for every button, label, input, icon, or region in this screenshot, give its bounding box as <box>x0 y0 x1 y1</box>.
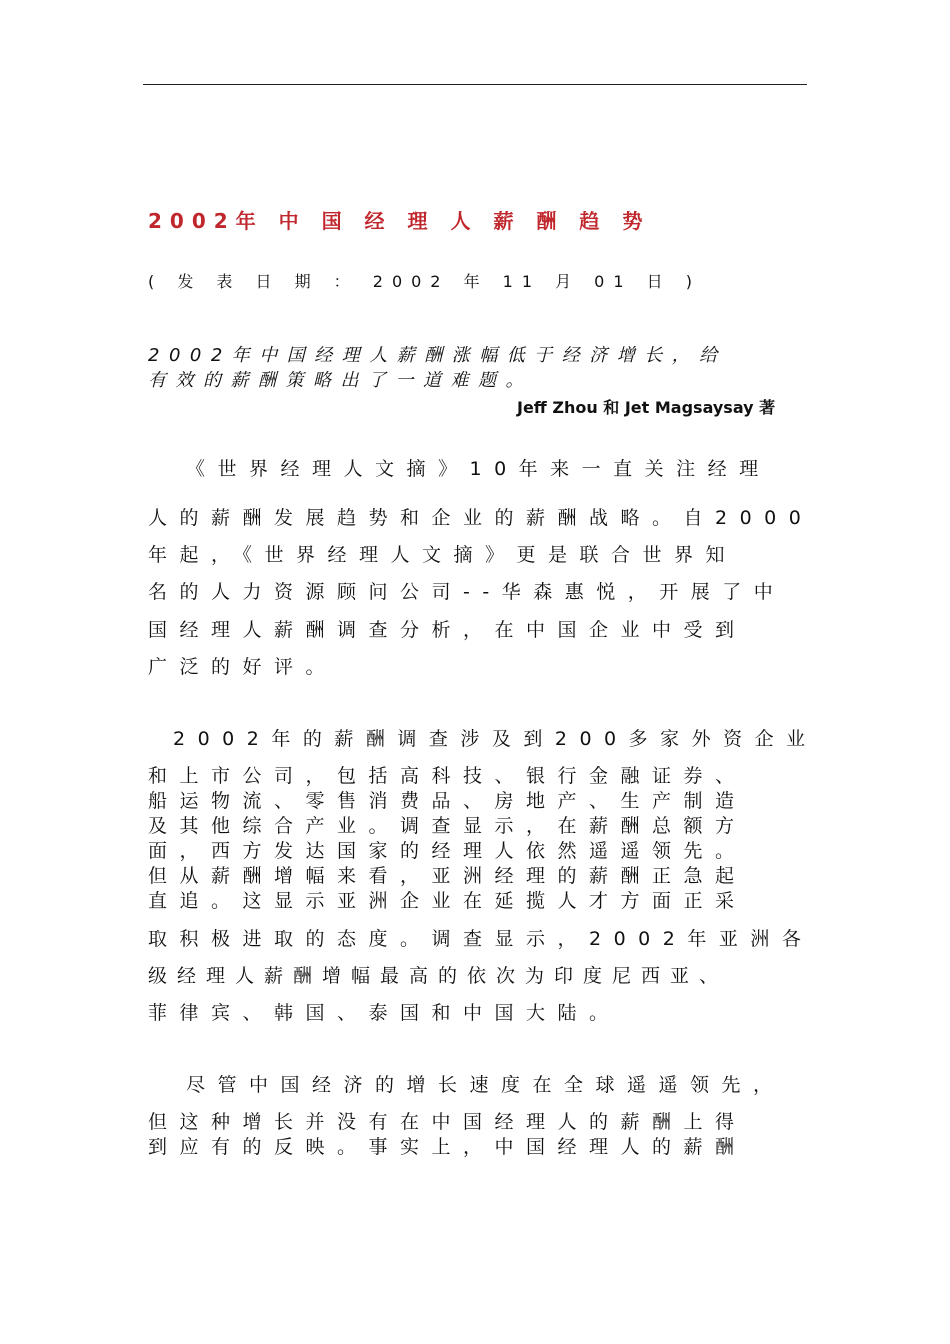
paragraph-line: 但这种增长并没有在中国经理人的薪酬上得 <box>148 1111 747 1133</box>
paragraph-line: 船运物流、零售消费品、房地产、生产制造 <box>148 790 747 812</box>
paragraph-line: 到应有的反映。事实上，中国经理人的薪酬 <box>148 1136 747 1158</box>
paragraph-line: 面，西方发达国家的经理人依然遥遥领先。 <box>148 840 747 862</box>
paragraph-line: 人的薪酬发展趋势和企业的薪酬战略。自2000 <box>148 507 814 529</box>
paragraph-line: 名的人力资源顾问公司--华森惠悦，开展了中 <box>148 581 786 603</box>
paragraph-line: 年起，《世界经理人文摘》更是联合世界知 <box>148 544 738 566</box>
paragraph-line: 级经理人薪酬增幅最高的依次为印度尼西亚、 <box>148 965 729 987</box>
publish-date: ( 发 表 日 期 ： 2002 年 11 月 01 日 ) <box>148 272 701 291</box>
lead-line: 有效的薪酬策略出了一道难题。 <box>148 370 533 391</box>
paragraph-line: 及其他综合产业。调查显示，在薪酬总额方 <box>148 815 747 837</box>
byline: Jeff Zhou 和 Jet Magsaysay 著 <box>517 398 776 417</box>
paragraph-line: 菲律宾、韩国、泰国和中国大陆。 <box>148 1002 621 1024</box>
article-title: 2002年 中 国 经 理 人 薪 酬 趋 势 <box>148 209 651 233</box>
lead-line: 2002年中国经理人薪酬涨幅低于经济增长，给 <box>148 345 727 366</box>
paragraph-line: 但从薪酬增幅来看，亚洲经理的薪酬正急起 <box>148 865 747 887</box>
paragraph-line: 《世界经理人文摘》10年来一直关注经理 <box>186 458 771 480</box>
paragraph-line: 广泛的好评。 <box>148 656 338 678</box>
paragraph-line: 尽管中国经济的增长速度在全球遥遥领先， <box>186 1074 785 1096</box>
paragraph-line: 取积极进取的态度。调查显示，2002年亚洲各 <box>148 928 814 950</box>
paragraph-line: 和上市公司，包括高科技、银行金融证券、 <box>148 765 747 787</box>
paragraph-line: 直追。这显示亚洲企业在延揽人才方面正采 <box>148 890 747 912</box>
paragraph-line: 2002年的薪酬调查涉及到200多家外资企业 <box>173 728 818 750</box>
paragraph-line: 国经理人薪酬调查分析，在中国企业中受到 <box>148 619 747 641</box>
header-rule <box>143 84 807 85</box>
